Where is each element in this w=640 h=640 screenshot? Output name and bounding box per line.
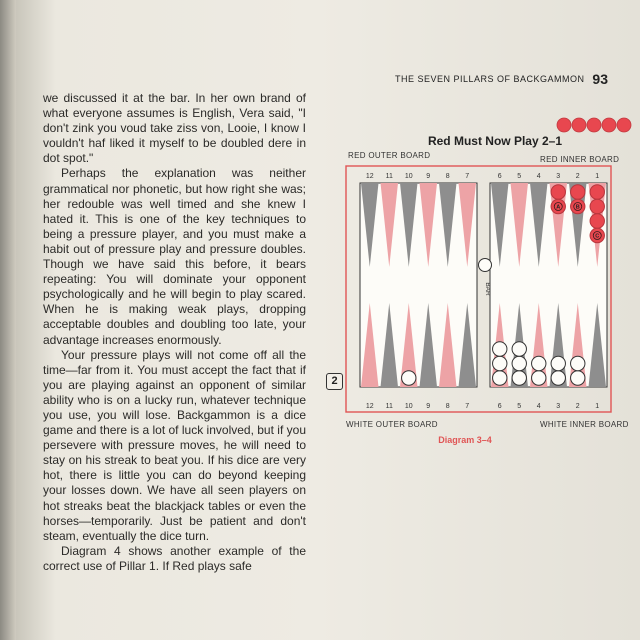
point-number: 8 [445, 403, 450, 410]
red-checker [551, 185, 565, 199]
white-checker [493, 356, 507, 370]
point-number: 9 [426, 173, 431, 180]
point-number: 11 [385, 173, 393, 180]
outer-board-quadrant [360, 183, 477, 387]
point-number: 10 [404, 173, 413, 180]
point-number: 6 [497, 403, 502, 410]
paragraph: Your pressure plays will not come off all the time—far from it. You must accept the fact that if you are playing against an opponent of similar ability who is on a lucky run, whatever technique you use, you will lose. Backgammon is a dice game and there is a lot of luck involved, but if you persevere with pressure moves, he will need to stay on his streak to beat you. If his dice are very hot, there is little you can do beyond keeping your losses down. We have all seen players on hot streaks beat the blackjack tables or even the horses—temporarily. Just be patient and don't steam, eventually the dice turn. [43, 347, 306, 543]
point-number: 11 [385, 403, 393, 410]
red-inner-board-label: RED INNER BOARD [540, 155, 620, 164]
white-checker [571, 371, 585, 385]
red-checker [590, 185, 604, 199]
red-checker [571, 185, 585, 199]
point-number: 1 [595, 403, 600, 410]
point-number: 4 [536, 403, 541, 410]
point-number: 12 [365, 173, 374, 180]
white-checker [532, 356, 546, 370]
checker-label: B [575, 204, 580, 211]
borne-off-red-checker [587, 118, 601, 132]
red-checker [590, 214, 604, 228]
checker-label: A [556, 204, 561, 211]
point-number: 3 [556, 403, 561, 410]
white-checker [512, 356, 526, 370]
point-number: 5 [517, 173, 522, 180]
point-number: 7 [465, 173, 470, 180]
running-title: THE SEVEN PILLARS OF BACKGAMMON [395, 74, 585, 84]
point-number: 1 [595, 173, 600, 180]
white-checker-on-bar [479, 259, 492, 272]
point-number: 7 [465, 403, 470, 410]
running-header [395, 71, 630, 89]
white-checker [493, 371, 507, 385]
borne-off-red-checker [557, 118, 571, 132]
backgammon-board [345, 165, 613, 415]
checker-label: C [595, 233, 600, 240]
red-checker [590, 199, 604, 213]
point-number: 10 [404, 403, 413, 410]
white-checker [512, 371, 526, 385]
white-checker [402, 371, 416, 385]
white-checker [551, 371, 565, 385]
point-number: 3 [556, 173, 561, 180]
page-number: 93 [592, 71, 608, 87]
diagram-title: Red Must Now Play 2–1 [427, 134, 563, 148]
facing-page-edge [0, 0, 16, 640]
diagram-caption: Diagram 3–4 [438, 435, 492, 445]
white-outer-board-label: WHITE OUTER BOARD [346, 420, 438, 429]
paragraph: we discussed it at the bar. In her own brand of what everyone assumes is English, Vera said, "I don't zink you voud take ziss von, Looie, I know I vouldn't haf liked it myself to be doubled dere in dot spot." [43, 91, 306, 166]
bar-label: BAR [484, 282, 491, 296]
borne-off-red-checker [572, 118, 586, 132]
point-number: 9 [426, 403, 431, 410]
doubling-cube: 2 [326, 373, 343, 390]
borne-off-red-checker [617, 118, 631, 132]
white-checker [532, 371, 546, 385]
point-number: 4 [536, 173, 541, 180]
point-number: 5 [517, 403, 522, 410]
borne-off-red-checkers [555, 116, 635, 136]
white-checker [493, 342, 507, 356]
paragraph: Diagram 4 shows another example of the correct use of Pillar 1. If Red plays safe [43, 543, 306, 573]
white-checker [551, 356, 565, 370]
point-number: 2 [575, 403, 580, 410]
point-number: 8 [445, 173, 450, 180]
point-number: 6 [497, 173, 502, 180]
paragraph: Perhaps the explanation was neither grammatical nor phonetic, but how right she was; her redouble was well timed and she knew I hated it. This is one of the key techniques to being a pressure player, and you must make a habit out of pressure play and pressure doubles. Though we have said this before, it bears repeating: You will dominate your opponent psychologically and he will begin to play scared. When he is making weak plays, dropping acceptable doubles and doubling too late, your advantage increases enormously. [43, 166, 306, 347]
inner-board-quadrant [490, 183, 607, 387]
white-inner-board-label: WHITE INNER BOARD [540, 420, 629, 429]
white-checker [512, 342, 526, 356]
point-number: 2 [575, 173, 580, 180]
body-text [43, 91, 306, 574]
point-number: 12 [365, 403, 374, 410]
red-outer-board-label: RED OUTER BOARD [348, 151, 431, 160]
white-checker [571, 356, 585, 370]
borne-off-red-checker [602, 118, 616, 132]
